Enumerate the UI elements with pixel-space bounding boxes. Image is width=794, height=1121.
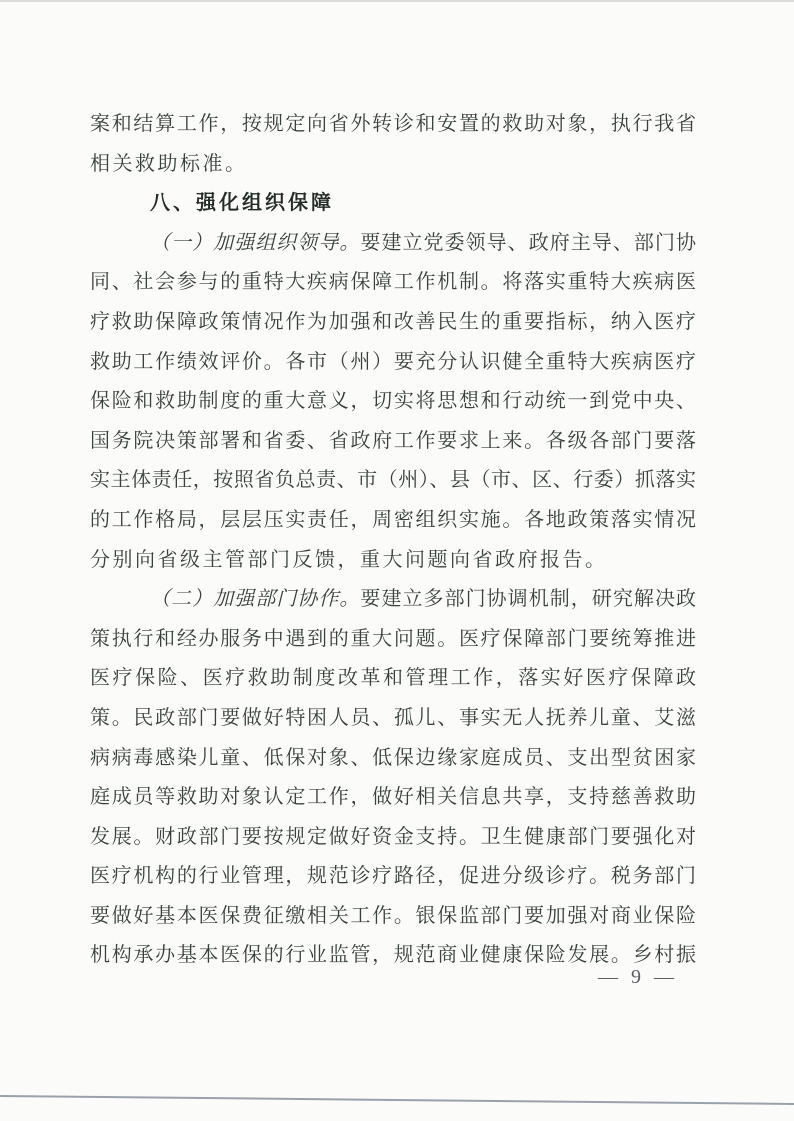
body-text-line: 的工作格局，层层压实责任，周密组织实施。各地政策落实情况 xyxy=(90,508,696,531)
body-text-line: 保险和救助制度的重大意义，切实将思想和行动统一到党中央、 xyxy=(90,390,696,413)
body-text-line: 疗救助保障政策情况作为加强和改善民生的重要指标，纳入医疗 xyxy=(90,310,696,333)
body-text-line xyxy=(90,580,696,620)
body-text-line: 国务院决策部署和省委、省政府工作要求上来。各级各部门要落 xyxy=(90,429,696,452)
body-text-line: 医疗机构的行业管理，规范诊疗路径，促进分级诊疗。税务部门 xyxy=(90,865,696,888)
body-text-line: 策。民政部门要做好特困人员、孤儿、事实无人抚养儿童、艾滋 xyxy=(90,706,696,729)
scan-bottom-edge-line xyxy=(0,1095,794,1105)
page-number: — 9 — xyxy=(598,966,678,988)
paragraph-text: 要建立多部门协调机制，研究解决政 xyxy=(360,588,696,611)
body-text-line: 医疗保险、医疗救助制度改革和管理工作，落实好医疗保障政 xyxy=(90,667,696,690)
paragraph-lead: （一）加强组织领导。 xyxy=(150,231,361,254)
body-text-line: 策执行和经办服务中遇到的重大问题。医疗保障部门要统筹推进 xyxy=(90,627,696,650)
paragraph-text: 要建立党委领导、政府主导、部门协 xyxy=(360,231,696,254)
section-heading: 八、强化组织保障 xyxy=(150,192,334,215)
body-text-line: 机构承办基本医保的行业监管，规范商业健康保险发展。乡村振 xyxy=(90,944,696,967)
body-text-line: 庭成员等救助对象认定工作，做好相关信息共享，支持慈善救助 xyxy=(90,786,696,809)
body-text-line: 案和结算工作，按规定向省外转诊和安置的救助对象，执行我省 xyxy=(90,113,696,135)
document-body xyxy=(90,105,696,976)
body-text-line: 要做好基本医保费征缴相关工作。银保监部门要加强对商业保险 xyxy=(90,904,696,927)
paragraph-lead: （二）加强部门协作。 xyxy=(150,588,361,611)
body-text-line: 救助工作绩效评价。各市（州）要充分认识健全重特大疾病医疗 xyxy=(90,350,696,373)
body-text-line: 实主体责任，按照省负总责、市（州）、县（市、区、行委）抓落实 xyxy=(90,469,696,492)
body-text-line: 同、社会参与的重特大疾病保障工作机制。将落实重特大疾病医 xyxy=(90,271,696,294)
body-text-line xyxy=(90,224,696,264)
body-text-line: 病病毒感染儿童、低保对象、低保边缘家庭成员、支出型贫困家 xyxy=(90,746,696,769)
body-text-line: 分别向省级主管部门反馈，重大问题向省政府报告。 xyxy=(90,548,608,571)
scan-top-edge xyxy=(0,0,794,2)
body-text-line: 相关救助标准。 xyxy=(90,152,248,175)
body-text-line: 发展。财政部门要按规定做好资金支持。卫生健康部门要强化对 xyxy=(90,825,696,848)
